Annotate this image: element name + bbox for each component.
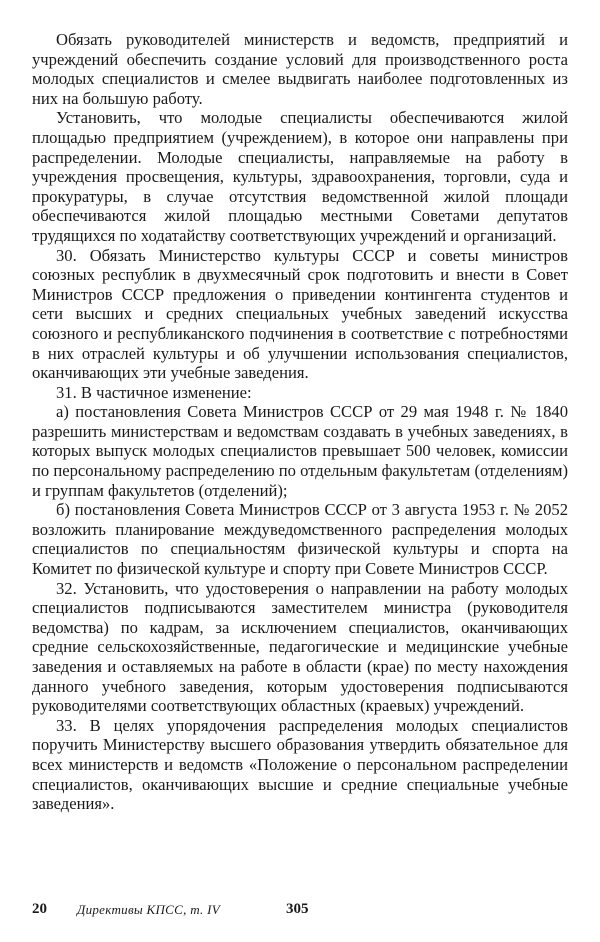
- document-body: [32, 30, 568, 814]
- paragraph-item-30: 30. Обязать Министерство культуры СССР и советы министров союзных республик в двухмесячный срок подготовить и внести в Совет Министров СССР предложения о приведении контингента студентов и сети высших и средних специальных учебных заведений искусства союзного и республиканского подчинения в соответствие с потребностями в них отраслей культуры и об улучшении использования специалистов, оканчивающих эти учебные заведения.: [32, 245, 568, 383]
- paragraph-item-32: 32. Установить, что удостоверения о направлении на работу молодых специалистов подписываются заместителем министра (руководителя ведомства) по кадрам, за исключением специалистов, оканчивающих средние сельскохозяйственные, педагогические и медицинские учебные заведения и оставляемых на работе в области (крае) по месту нахождения данного учебного заведения, которым удостоверения подписываются руководителями соответствующих областных (краевых) учреждений.: [32, 578, 568, 716]
- page-footer: [32, 901, 568, 921]
- series-title: Директивы КПСС, т. IV: [77, 902, 221, 917]
- paragraph-housing: Установить, что молодые специалисты обеспечиваются жилой площадью предприятием (учреждением), в которое они направлены при распределении. Молодые специалисты, направляемые на работу в учреждения просвещения, культуры, здравоохранения, торговли, суда и прокуратуры, в случае отсутствия ведомственной жилой площади обеспечиваются жилой площадью местными Советами депутатов трудящихся по ходатайству соответствующих учреждений и организаций.: [32, 108, 568, 245]
- paragraph-item-31a: а) постановления Совета Министров СССР от 29 мая 1948 г. № 1840 разрешить министерствам и ведомствам создавать в учебных заведениях, в которых выпуск молодых специалистов превышает 500 человек, комиссии по персональному распределению по отдельным факультетам (отделениям) и группам факультетов (отделений);: [32, 402, 568, 500]
- paragraph-item-31b: б) постановления Совета Министров СССР от 3 августа 1953 г. № 2052 возложить планирование междуведомственного распределения молодых специалистов по специальностям физической культуры и спорта на Комитет по физической культуре и спорту при Совете Министров СССР.: [32, 500, 568, 579]
- paragraph-item-33: 33. В целях упорядочения распределения молодых специалистов поручить Министерству высшего образования утвердить обязательное для всех министерств и ведомств «Положение о персональном распределении специалистов, оканчивающих высшие и средние специальные учебные заведения».: [32, 715, 568, 814]
- page-number: 305: [286, 901, 309, 917]
- paragraph-obligation-leaders: Обязать руководителей министерств и ведомств, предприятий и учреждений обеспечить создание условий для производственного роста молодых специалистов и смелее выдвигать наиболее подготовленных из них на большую работу.: [32, 30, 568, 108]
- signature-mark: 20: [32, 901, 47, 917]
- paragraph-item-31: 31. В частичное изменение:: [56, 382, 252, 402]
